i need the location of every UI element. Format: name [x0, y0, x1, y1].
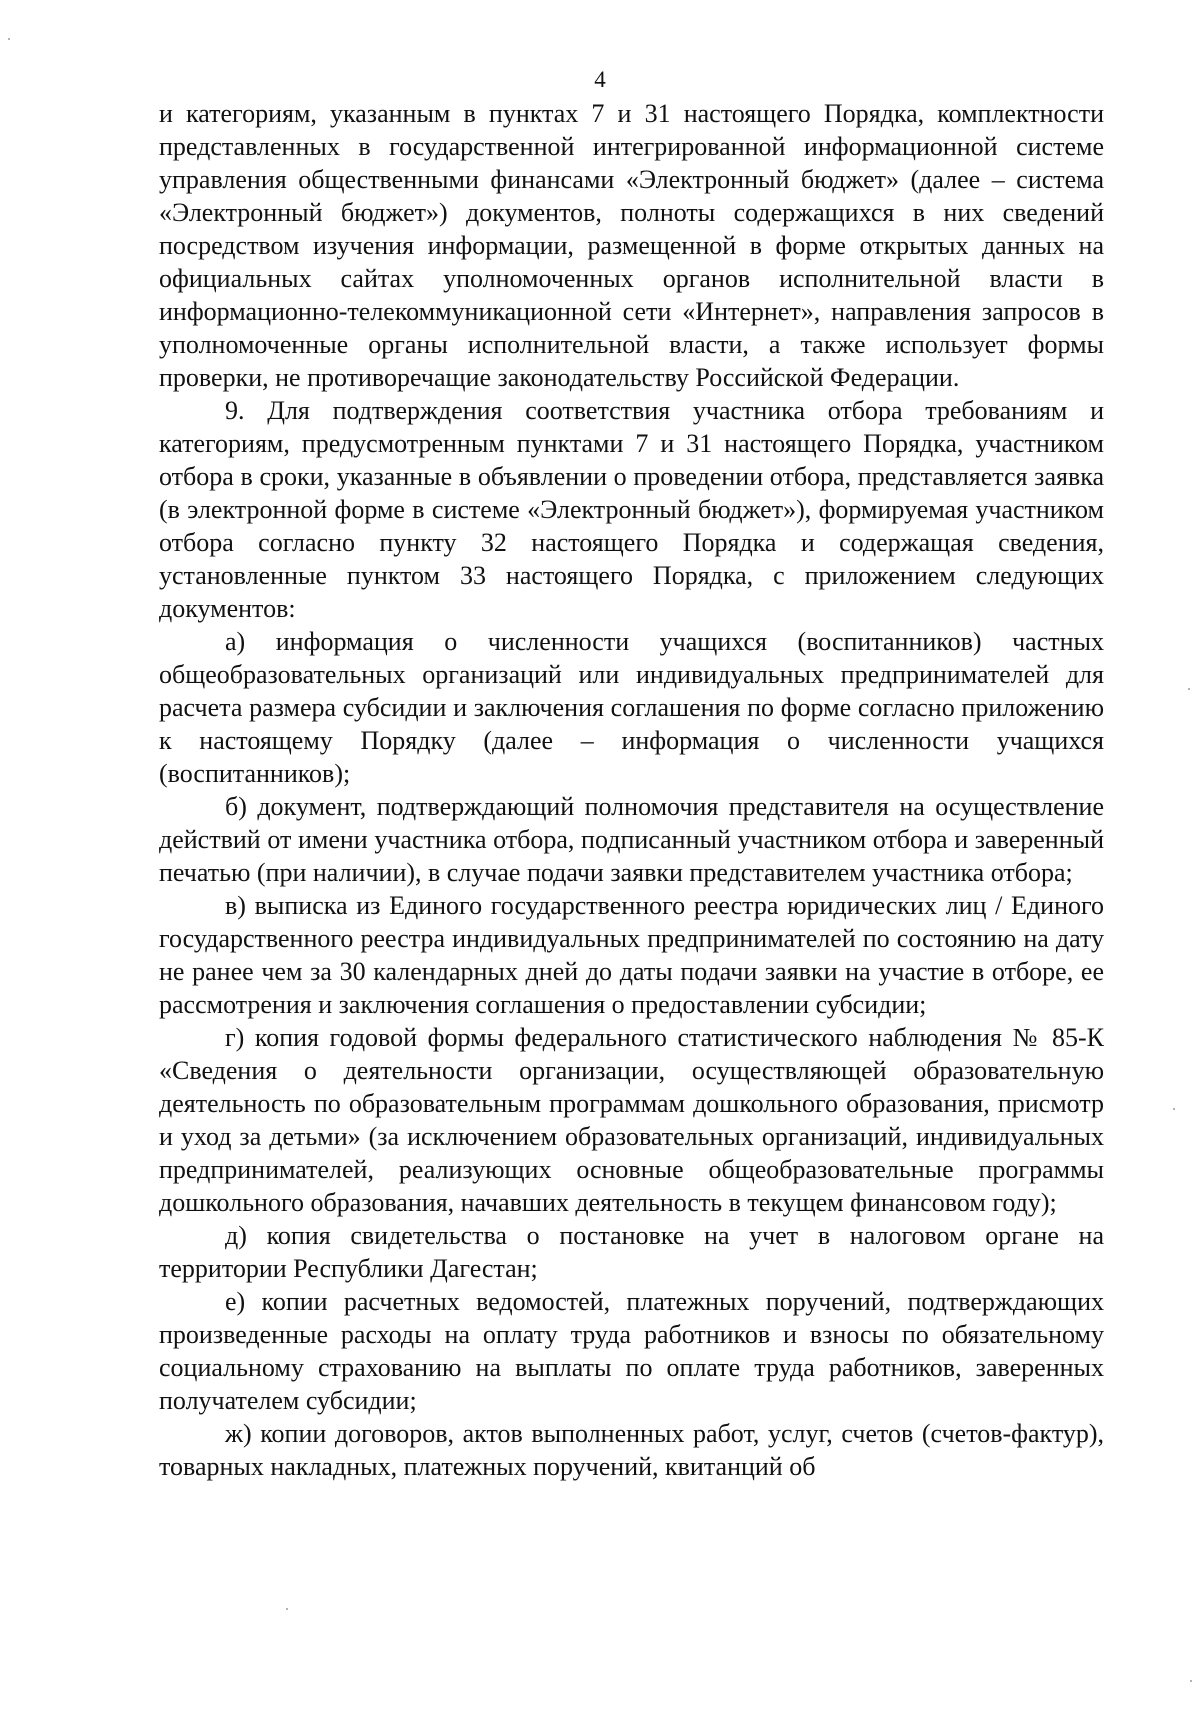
paragraph-subitem-v: в) выписка из Единого государственного реестра юридических лиц / Единого государственного реестра индивидуальных предпринимателей по состоянию на дату не ранее чем за 30 календарных дней до даты подачи заявки на участие в отборе, ее рассмотрения и заключения соглашения о предоставлении субсидии;: [159, 891, 1104, 1019]
scan-speck: [8, 38, 10, 40]
paragraph-subitem-g: г) копия годовой формы федерального статистического наблюдения № 85-К «Сведения о деятельности организации, осуществляющей образовательную деятельность по образовательным программам дошкольного образования, присмотр и уход за детьми» (за исключением образовательных организаций, индивидуальных предпринимателей, реализующих основные общеобразовательные программы дошкольного образования, начавших деятельность в текущем финансовом году);: [159, 1023, 1104, 1217]
paragraph-subitem-b: б) документ, подтверждающий полномочия представителя на осуществление действий от имени участника отбора, подписанный участником отбора и заверенный печатью (при наличии), в случае подачи заявки представителем участника отбора;: [159, 792, 1104, 887]
scan-speck: [1190, 1680, 1192, 1682]
paragraph-subitem-a: а) информация о численности учащихся (воспитанников) частных общеобразовательных организаций или индивидуальных предпринимателей для расчета размера субсидии и заключения соглашения по форме согласно приложению к настоящему Порядку (далее – информация о численности учащихся (воспитанников);: [159, 627, 1104, 788]
paragraph-item-9: 9. Для подтверждения соответствия участника отбора требованиям и категориям, предусмотренным пунктами 7 и 31 настоящего Порядка, участником отбора в сроки, указанные в объявлении о проведении отбора, представляется заявка (в электронной форме в системе «Электронный бюджет»), формируемая участником отбора согласно пункту 32 настоящего Порядка и содержащая сведения, установленные пунктом 33 настоящего Порядка, с приложением следующих документов:: [159, 396, 1104, 623]
paragraph-subitem-d: д) копия свидетельства о постановке на учет в налоговом органе на территории Республики Дагестан;: [159, 1221, 1104, 1283]
scan-speck: [1173, 1108, 1175, 1110]
document-body: [159, 97, 1104, 1483]
page-number: 4: [594, 67, 606, 92]
paragraph-subitem-zh: ж) копии договоров, актов выполненных работ, услуг, счетов (счетов-фактур), товарных накладных, платежных поручений, квитанций об: [159, 1419, 1104, 1481]
paragraph-continuation: и категориям, указанным в пунктах 7 и 31 настоящего Порядка, комплектности представленных в государственной интегрированной информационной системе управления общественными финансами «Электронный бюджет» (далее – система «Электронный бюджет») документов, полноты содержащихся в них сведений посредством изучения информации, размещенной в форме открытых данных на официальных сайтах уполномоченных органов исполнительной власти в информационно-телекоммуникационной сети «Интернет», направления запросов в уполномоченные органы исполнительной власти, а также использует формы проверки, не противоречащие законодательству Российской Федерации.: [159, 99, 1104, 392]
scan-speck: [286, 1608, 288, 1610]
scan-speck: [1188, 688, 1190, 690]
paragraph-subitem-e: е) копии расчетных ведомостей, платежных поручений, подтверждающих произведенные расходы на оплату труда работников и взносы по обязательному социальному страхованию на выплаты по оплате труда работников, заверенных получателем субсидии;: [159, 1287, 1104, 1415]
